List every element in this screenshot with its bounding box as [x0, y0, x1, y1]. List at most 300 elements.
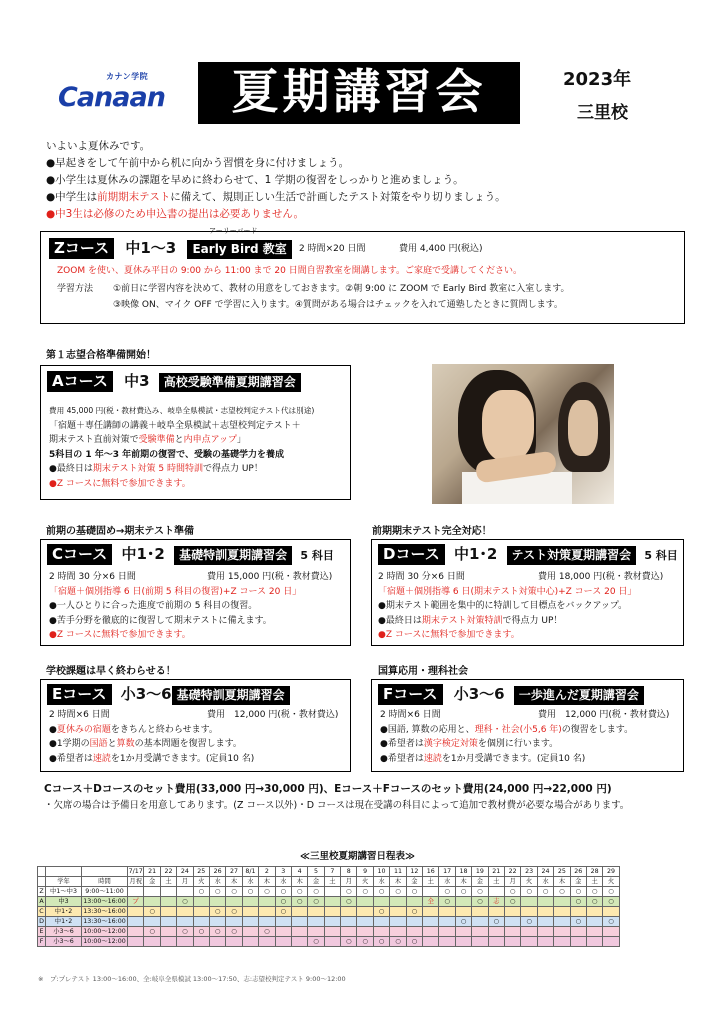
- schedule-cell: [472, 917, 488, 927]
- c-line-2: 「宿題＋個別指導 6 日(前期 5 科目の復習)+Z コース 20 日」: [49, 586, 302, 597]
- schedule-cell: [128, 917, 144, 927]
- e-line-3: ●1学期の国語と算数の基本問題を復習します。: [49, 739, 242, 749]
- schedule-cell: [357, 927, 373, 937]
- schedule-cell: [603, 927, 619, 937]
- schedule-cell: ○: [341, 937, 357, 947]
- c-course-grade: 中1･2: [121, 545, 165, 563]
- schedule-cell: [423, 937, 439, 947]
- d-line-2: 「宿題＋個別指導 6 日(期末テスト対策中心)+Z コース 20 日」: [378, 586, 637, 597]
- schedule-cell: [242, 927, 258, 937]
- schedule-cell: [144, 887, 160, 897]
- a-section-label: 第１志望合格準備開始！: [46, 350, 156, 361]
- schedule-weekday: 土: [160, 877, 176, 887]
- schedule-cell: [242, 917, 258, 927]
- schedule-cell: ○: [390, 887, 406, 897]
- schedule-weekday: 火: [193, 877, 209, 887]
- schedule-cell: [570, 937, 586, 947]
- schedule-cell: ○: [308, 937, 324, 947]
- e-course-box: [40, 679, 351, 772]
- d-fee: 費用 18,000 円(税・教材費込): [538, 572, 664, 582]
- schedule-cell: [390, 917, 406, 927]
- schedule-cell: [341, 927, 357, 937]
- c-line-4: ●苦手分野を徹底的に復習して期末テストに備えます。: [49, 615, 272, 626]
- schedule-cell: [128, 937, 144, 947]
- schedule-cell: [160, 927, 176, 937]
- schedule-cell: [259, 897, 275, 907]
- schedule-course-code: A: [39, 898, 44, 905]
- schedule-weekday: 水: [275, 877, 291, 887]
- e-line-4: ●希望者は速読を1か月受講できます。(定員10 名): [49, 753, 255, 764]
- schedule-cell: [586, 917, 602, 927]
- schedule-cell: ○: [586, 887, 602, 897]
- intro-bullet-1: ●早起きをして午前中から机に向かう習慣を身に付けましょう。: [46, 157, 350, 169]
- schedule-cell: [554, 907, 570, 917]
- schedule-cell: [472, 927, 488, 937]
- schedule-cell: [308, 917, 324, 927]
- schedule-weekday: 火: [521, 877, 537, 887]
- schedule-cell: [193, 897, 209, 907]
- schedule-date: 11: [390, 867, 406, 877]
- schedule-cell: [423, 887, 439, 897]
- schedule-date: 8: [341, 867, 357, 877]
- schedule-cell: [291, 907, 307, 917]
- schedule-date: 19: [472, 867, 488, 877]
- schedule-cell: [160, 907, 176, 917]
- schedule-weekday: 木: [259, 877, 275, 887]
- schedule-weekday: 金: [570, 877, 586, 887]
- schedule-cell: [341, 907, 357, 917]
- f-course-details: [380, 708, 682, 766]
- f-fee: 費用 12,000 円(税・教材費込): [538, 710, 670, 720]
- schedule-cell: ○: [275, 887, 291, 897]
- schedule-weekday: 火: [357, 877, 373, 887]
- intro-bullet-2: ●小学生は夏休みの課題を早めに終わらせて、1 学期の復習をしっかりと進めましょう。: [46, 174, 464, 186]
- schedule-cell: ○: [209, 927, 225, 937]
- schedule-corner: [82, 867, 128, 877]
- schedule-cell: プ: [128, 897, 144, 907]
- f-course-grade: 小3～6: [453, 685, 505, 703]
- schedule-cell: [160, 887, 176, 897]
- schedule-cell: [209, 897, 225, 907]
- intro-text: [46, 138, 686, 223]
- schedule-cell: [324, 907, 340, 917]
- schedule-date: 16: [423, 867, 439, 877]
- schedule-cell: [259, 917, 275, 927]
- schedule-cell: [504, 907, 520, 917]
- schedule-cell: [504, 937, 520, 947]
- schedule-cell: [554, 897, 570, 907]
- a-line-6: ●Z コースに無料で参加できます。: [49, 478, 191, 489]
- schedule-grade: 中1～中3: [46, 887, 82, 897]
- schedule-weekday: 金: [406, 877, 422, 887]
- schedule-weekday: 木: [455, 877, 471, 887]
- schedule-date: 25: [193, 867, 209, 877]
- schedule-cell: ○: [455, 917, 471, 927]
- f-course-name: 一歩進んだ夏期講習会: [514, 686, 644, 705]
- schedule-cell: [537, 937, 553, 947]
- c-time: 2 時間 30 分×6 日間: [49, 572, 136, 582]
- e-course-heading: [47, 684, 290, 705]
- schedule-cell: [128, 907, 144, 917]
- schedule-date: 25: [554, 867, 570, 877]
- schedule-cell: ○: [537, 887, 553, 897]
- d-line-3: ●期末テスト範囲を集中的に特訓して目標点をバックアップ。: [378, 601, 628, 611]
- schedule-cell: [537, 907, 553, 917]
- schedule-cell: [570, 927, 586, 937]
- schedule-cell: [439, 917, 455, 927]
- schedule-cell: ○: [193, 927, 209, 937]
- schedule-row-d: [38, 917, 620, 927]
- schedule-cell: [291, 937, 307, 947]
- schedule-course-code: Z: [39, 888, 44, 895]
- schedule-cell: [521, 907, 537, 917]
- schedule-cell: [209, 937, 225, 947]
- schedule-cell: ○: [308, 887, 324, 897]
- schedule-cell: [406, 897, 422, 907]
- schedule-weekday: 水: [537, 877, 553, 887]
- schedule-weekday: 土: [324, 877, 340, 887]
- schedule-cell: [504, 917, 520, 927]
- schedule-grade: 中1･2: [46, 907, 82, 917]
- schedule-course-code: C: [39, 908, 44, 915]
- f-course-heading: [378, 684, 644, 705]
- schedule-cell: ○: [406, 937, 422, 947]
- z-course-badge: Zコース: [49, 238, 114, 259]
- schedule-cell: [586, 937, 602, 947]
- campus-label: 三里校: [577, 103, 628, 123]
- schedule-date: 28: [586, 867, 602, 877]
- schedule-cell: [128, 887, 144, 897]
- schedule-cell: [472, 937, 488, 947]
- schedule-course-code: D: [39, 918, 44, 925]
- schedule-cell: [209, 917, 225, 927]
- schedule-weekday: 木: [554, 877, 570, 887]
- schedule-row-e: [38, 927, 620, 937]
- schedule-date: 7/17: [128, 868, 143, 875]
- schedule-cell: [423, 927, 439, 937]
- z-course-name: Early Bird 教室: [187, 240, 291, 259]
- schedule-cell: [259, 937, 275, 947]
- schedule-cell: [570, 907, 586, 917]
- schedule-grade: 中3: [46, 897, 82, 907]
- schedule-grade: 小3～6: [46, 927, 82, 937]
- f-section-label: 国算応用・理科社会: [378, 666, 468, 677]
- c-course-box: [40, 539, 351, 646]
- schedule-time: 13:30～16:00: [83, 918, 126, 925]
- schedule-cell: [144, 917, 160, 927]
- schedule-cell: [373, 897, 389, 907]
- schedule-cell: ○: [504, 897, 520, 907]
- schedule-cell: [242, 907, 258, 917]
- d-course-name: テスト対策夏期講習会: [507, 546, 637, 565]
- schedule-weekday: 金: [308, 877, 324, 887]
- schedule-cell: ○: [275, 907, 291, 917]
- schedule-cell: [177, 887, 193, 897]
- c-course-details: [49, 570, 349, 643]
- schedule-cell: [390, 897, 406, 907]
- schedule-cell: [554, 927, 570, 937]
- schedule-weekday: 土: [488, 877, 504, 887]
- schedule-cell: [324, 917, 340, 927]
- schedule-time: 9:00～11:00: [82, 887, 128, 897]
- schedule-cell: ○: [193, 887, 209, 897]
- year-label: 2023年: [563, 69, 632, 90]
- schedule-cell: [193, 917, 209, 927]
- schedule-cell: [537, 897, 553, 907]
- schedule-cell: ○: [209, 907, 225, 917]
- schedule-cell: [488, 937, 504, 947]
- z-course-time: 2 時間×20 日間: [299, 244, 366, 254]
- a-course-name: 高校受験準備夏期講習会: [159, 373, 301, 392]
- schedule-cell: ○: [373, 907, 389, 917]
- a-course-box: [40, 365, 351, 500]
- schedule-cell: [193, 907, 209, 917]
- schedule-cell: ○: [603, 917, 619, 927]
- schedule-cell: [603, 937, 619, 947]
- schedule-cell: ○: [341, 887, 357, 897]
- schedule-cell: [324, 887, 340, 897]
- schedule-cell: [455, 907, 471, 917]
- schedule-corner: [38, 867, 46, 877]
- z-course-method-label: 学習方法: [57, 284, 94, 294]
- schedule-cell: [177, 917, 193, 927]
- schedule-cell: [357, 907, 373, 917]
- a-fee: 費用 45,000 円(税・教材費込み、岐阜全県模試・志望校判定テスト代は別途): [49, 406, 315, 415]
- schedule-cell: ○: [521, 887, 537, 897]
- schedule-cell: [193, 937, 209, 947]
- page-title: 夏期講習会: [198, 62, 520, 124]
- schedule-weekday: 月祝: [129, 878, 142, 885]
- schedule-cell: ○: [144, 927, 160, 937]
- z-course-desc: ZOOM を使い、夏休み平日の 9:00 から 11:00 まで 20 日間自習教室を開講します。ご家庭で受講してください。: [57, 266, 523, 276]
- schedule-date: 8/1: [242, 867, 258, 877]
- schedule-cell: [406, 917, 422, 927]
- z-course-heading: [49, 238, 292, 259]
- schedule-date: 27: [226, 867, 242, 877]
- schedule-cell: ○: [488, 917, 504, 927]
- schedule-cell: [144, 897, 160, 907]
- schedule-cell: ○: [177, 927, 193, 937]
- schedule-time: 13:30～16:00: [83, 908, 126, 915]
- schedule-cell: [160, 917, 176, 927]
- schedule-cell: [603, 907, 619, 917]
- schedule-cell: ○: [373, 887, 389, 897]
- schedule-cell: ○: [603, 897, 619, 907]
- c-course-subjects: 5 科目: [300, 549, 334, 562]
- schedule-cell: ○: [406, 907, 422, 917]
- schedule-cell: ○: [570, 897, 586, 907]
- f-line-2: ●国語, 算数の応用と、理科・社会(小5,6 年)の復習をします。: [380, 724, 634, 735]
- d-course-subjects: 5 科目: [644, 549, 678, 562]
- c-course-badge: Cコース: [47, 544, 112, 565]
- c-fee: 費用 15,000 円(税・教材費込): [207, 572, 333, 582]
- schedule-cell: [586, 907, 602, 917]
- schedule-cell: [423, 907, 439, 917]
- schedule-row-f: [38, 937, 620, 947]
- schedule-date: 3: [275, 867, 291, 877]
- schedule-weekday: 火: [603, 877, 619, 887]
- schedule-cell: ○: [242, 887, 258, 897]
- schedule-cell: [341, 917, 357, 927]
- schedule-date: 22: [504, 867, 520, 877]
- schedule-cell: [308, 907, 324, 917]
- schedule-date: 4: [291, 867, 307, 877]
- schedule-cell: [242, 897, 258, 907]
- z-course-method-2: ③映像 ON、マイク OFF で学習に入ります。④質問がある場合はチェックを入れて通塾したときに質問します。: [113, 300, 563, 310]
- schedule-cell: ○: [521, 917, 537, 927]
- schedule-cell: ○: [291, 897, 307, 907]
- schedule-cell: ○: [439, 887, 455, 897]
- intro-greeting: いよいよ夏休みです。: [46, 140, 151, 152]
- schedule-date: 17: [439, 867, 455, 877]
- schedule-cell: [488, 927, 504, 937]
- schedule-corner: [38, 877, 46, 887]
- schedule-course-code: F: [38, 937, 46, 947]
- e-fee: 費用 12,000 円(税・教材費込): [207, 710, 339, 720]
- schedule-weekday: 水: [373, 877, 389, 887]
- c-line-3: ●一人ひとりに合った進度で前期の 5 科目の復習。: [49, 601, 258, 611]
- schedule-cell: ○: [177, 897, 193, 907]
- canaan-logo: [58, 72, 165, 113]
- schedule-cell: [521, 927, 537, 937]
- d-course-badge: Dコース: [378, 544, 445, 565]
- schedule-cell: ○: [357, 937, 373, 947]
- schedule-time: 10:00～12:00: [83, 928, 126, 935]
- schedule-cell: ○: [226, 887, 242, 897]
- c-line-5: ●Z コースに無料で参加できます。: [49, 630, 191, 640]
- schedule-cell: ○: [570, 887, 586, 897]
- d-course-grade: 中1･2: [453, 545, 498, 563]
- schedule-cell: [177, 937, 193, 947]
- schedule-cell: [439, 937, 455, 947]
- schedule-cell: ○: [275, 897, 291, 907]
- schedule-cell: [455, 897, 471, 907]
- schedule-weekday: 木: [390, 877, 406, 887]
- schedule-grade-header: 学年: [46, 877, 82, 887]
- d-section-label: 前期期末テスト完全対応！: [372, 526, 492, 537]
- logo-word: Canaan: [58, 82, 165, 113]
- schedule-cell: [357, 917, 373, 927]
- schedule-weekday: 月: [341, 877, 357, 887]
- schedule-time: 10:00～12:00: [83, 938, 126, 945]
- schedule-date: 18: [455, 867, 471, 877]
- d-course-heading: [378, 544, 678, 565]
- schedule-cell: [177, 907, 193, 917]
- schedule-date: 23: [521, 867, 537, 877]
- schedule-cell: ○: [603, 887, 619, 897]
- schedule-cell: [226, 897, 242, 907]
- schedule-row-c: [38, 907, 620, 917]
- schedule-date: 26: [570, 867, 586, 877]
- schedule-cell: [144, 937, 160, 947]
- schedule-date: 10: [373, 867, 389, 877]
- schedule-cell: ○: [455, 887, 471, 897]
- z-course-fee: 費用 4,400 円(税込): [399, 244, 483, 254]
- e-course-grade: 小3～6: [120, 685, 172, 703]
- e-course-details: [49, 708, 349, 766]
- z-course-grade: 中1～3: [125, 239, 177, 257]
- f-course-box: [371, 679, 684, 772]
- schedule-cell: [275, 917, 291, 927]
- intro-bullet-4: ●中3生は必修のため申込書の提出は必要ありません。: [46, 208, 304, 220]
- schedule-weekday: 月: [504, 877, 520, 887]
- schedule-cell: [586, 927, 602, 937]
- schedule-date: 21: [144, 867, 160, 877]
- students-photo: [432, 364, 614, 504]
- schedule-cell: ○: [373, 937, 389, 947]
- schedule-cell: [406, 927, 422, 937]
- z-course-ruby: アーリーバード: [209, 227, 258, 235]
- schedule-cell: ○: [439, 897, 455, 907]
- schedule-date: 7: [324, 867, 340, 877]
- absence-note: ・欠席の場合は予備日を用意してあります。(Z コース以外)・D コースは現在受講の科目によって追加で教材費が必要な場合があります。: [44, 800, 630, 811]
- schedule-date: 21: [488, 867, 504, 877]
- schedule-cell: [291, 927, 307, 937]
- schedule-row-z: [38, 887, 620, 897]
- schedule-note: ※ プ:プレテスト 13:00～16:00、全:岐阜全県模試 13:00～17:50、志:志望校判定テスト 9:00～12:00: [38, 975, 346, 983]
- schedule-course-code: E: [38, 927, 46, 937]
- schedule-weekday: 月: [177, 877, 193, 887]
- d-time: 2 時間 30 分×6 日間: [378, 572, 465, 582]
- schedule-cell: [439, 927, 455, 937]
- schedule-cell: [521, 937, 537, 947]
- e-line-2: ●夏休みの宿題をきちんと終わらせます。: [49, 724, 218, 735]
- a-line-2: 「宿題＋専任講師の講義＋岐阜全県模試＋志望校判定テスト＋: [49, 420, 301, 431]
- e-time: 2 時間×6 日間: [49, 710, 110, 720]
- schedule-cell: ○: [308, 897, 324, 907]
- logo-kana: カナン学院: [106, 72, 149, 81]
- schedule-cell: [275, 927, 291, 937]
- schedule-day-row: [38, 877, 620, 887]
- schedule-weekday: 水: [242, 877, 258, 887]
- schedule-weekday: 木: [291, 877, 307, 887]
- schedule-date: 2: [259, 867, 275, 877]
- schedule-cell: [226, 937, 242, 947]
- schedule-cell: [488, 887, 504, 897]
- schedule-cell: ○: [144, 907, 160, 917]
- schedule-cell: ○: [472, 897, 488, 907]
- schedule-cell: ○: [226, 907, 242, 917]
- schedule-cell: [259, 907, 275, 917]
- schedule-cell: [537, 927, 553, 937]
- schedule-time-header: 時間: [82, 877, 128, 887]
- schedule-date: 29: [603, 867, 619, 877]
- d-course-box: [371, 539, 684, 646]
- a-course-details: [49, 404, 349, 491]
- schedule-cell: [455, 927, 471, 937]
- schedule-cell: [357, 897, 373, 907]
- a-line-4: 5科目の 1 年～3 年前期の復習で、受験の基礎学力を養成: [49, 449, 285, 460]
- schedule-date-row: [38, 867, 620, 877]
- f-line-3: ●希望者は漢字検定対策を個別に行います。: [380, 739, 559, 749]
- schedule-date: 5: [308, 867, 324, 877]
- z-course-method-1: ①前日に学習内容を決めて、教材の用意をしておきます。②朝 9:00 に ZOOM で Early Bird 教室に入室します。: [113, 284, 570, 294]
- schedule-cell: ○: [357, 887, 373, 897]
- schedule-cell: [488, 907, 504, 917]
- schedule-weekday: 金: [144, 877, 160, 887]
- f-course-badge: Fコース: [378, 684, 443, 705]
- schedule-cell: ○: [570, 917, 586, 927]
- e-course-name: 基礎特訓夏期講習会: [172, 686, 290, 705]
- schedule-cell: ○: [259, 927, 275, 937]
- schedule-cell: ○: [406, 887, 422, 897]
- schedule-cell: ○: [226, 927, 242, 937]
- schedule-cell: ○: [291, 887, 307, 897]
- intro-bullet-3: ●中学生は前期期末テストに備えて、規則正しい生活で計画したテスト対策をやり切りましょう。: [46, 191, 506, 203]
- schedule-cell: [439, 907, 455, 917]
- schedule-cell: [226, 917, 242, 927]
- schedule-cell: [373, 917, 389, 927]
